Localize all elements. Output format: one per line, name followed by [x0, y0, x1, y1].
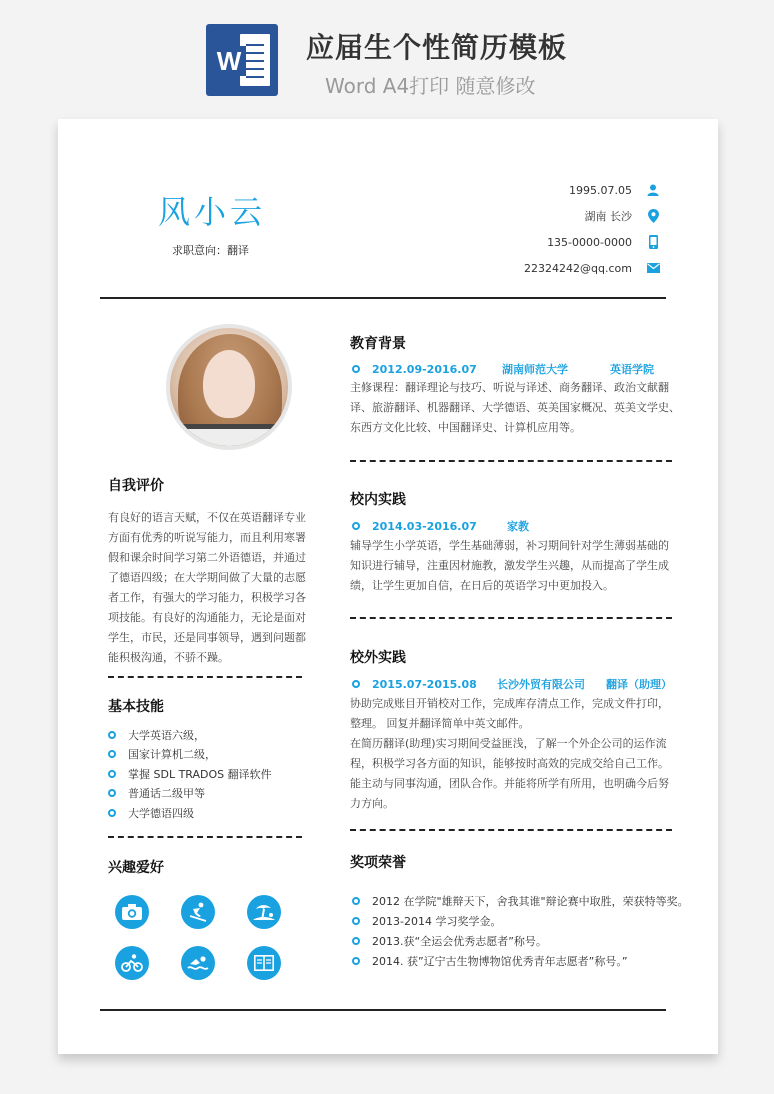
list-item: 大学德语四级 [108, 803, 272, 823]
education-text: 主修课程：翻译理论与技巧、听说与译述、商务翻译、政治文献翻 译、旅游翻译、机器翻译、大学德语、英美国家概况、英美文学史、 东西方文化比较、中国翻译史、计算机应用等。 [350, 381, 680, 434]
contact-phone: 135-0000-0000 [440, 229, 660, 255]
bullet-icon [108, 750, 116, 758]
divider [350, 617, 672, 619]
bullet-icon [352, 680, 360, 688]
awards-list [352, 891, 689, 971]
contact-email: 22324242@qq.com [440, 255, 660, 281]
skiing-icon [181, 895, 215, 929]
list-item: 国家计算机二级， [108, 745, 272, 765]
list-item: 普通话二级甲等 [108, 784, 272, 804]
beach-icon [247, 895, 281, 929]
avatar [166, 324, 292, 450]
external-text: 协助完成账目开销校对工作，完成库存清点工作，完成文件打印， 整理。 回复并翻译简单中英文邮件。 在简历翻译(助理)实习期间受益匪浅，了解一个外企公司的运作流 程，积极学习各方面的知识，能够按时高效的完成交给自己工作。 能主动与同事沟通，团队合作。并能将所学有所用，也明确今后努 力方向。 [350, 697, 669, 810]
banner-subtitle: Word A4打印 随意修改 [325, 74, 536, 98]
divider [350, 460, 672, 462]
self-eval-title: 自我评价 [108, 478, 164, 494]
bullet-icon [108, 809, 116, 817]
job-intent: 求职意向：翻译 [172, 244, 249, 257]
bullet-icon [108, 731, 116, 739]
camera-icon [115, 895, 149, 929]
campus-text: 辅导学生小学英语，学生基础薄弱，补习期间针对学生薄弱基础的 知识进行辅导，注重因材施教，激发学生兴趣，从而提高了学生成 绩，让学生更加自信，在日后的英语学习中更加投入。 [350, 539, 669, 592]
bullet-icon [352, 522, 360, 530]
contact-birth: 1995.07.05 [440, 177, 660, 203]
location-icon [646, 209, 660, 223]
bullet-icon [352, 897, 360, 905]
bullet-icon [352, 937, 360, 945]
mail-icon [646, 261, 660, 275]
resume-page [58, 119, 718, 1054]
bullet-icon [352, 917, 360, 925]
skills-list [108, 725, 272, 823]
divider [350, 829, 672, 831]
campus-title: 校内实践 [350, 492, 406, 508]
contact-info [440, 177, 660, 281]
awards-title: 奖项荣誉 [350, 855, 406, 871]
candidate-name: 风小云 [158, 193, 267, 231]
banner [0, 0, 774, 118]
cycling-icon [115, 946, 149, 980]
hobbies-title: 兴趣爱好 [108, 860, 164, 876]
self-eval-text: 有良好的语言天赋，不仅在英语翻译专业 方面有优秀的听说写能力，而且利用寒署 假和课余时间学习第二外语德语，并通过 了德语四级；在大学期间做了大量的志愿 者工作，有强大的学习能力，积极学习各 项技能。有良好的沟通能力，无论是面对 学生，市民，还是同事领导，遇到问题都 能积极沟通，不骄不躁。 [108, 511, 306, 664]
word-logo-letter: W [212, 46, 246, 76]
bullet-icon [108, 770, 116, 778]
divider [108, 676, 302, 678]
person-icon [646, 183, 660, 197]
swimming-icon [181, 946, 215, 980]
phone-icon [646, 235, 660, 249]
external-title: 校外实践 [350, 650, 406, 666]
header-divider [100, 297, 666, 299]
reading-icon [247, 946, 281, 980]
list-item: 2014. 获”辽宁古生物博物馆优秀青年志愿者”称号。” [352, 951, 689, 971]
bullet-icon [352, 957, 360, 965]
bullet-icon [352, 365, 360, 373]
list-item: 大学英语六级， [108, 725, 272, 745]
skills-title: 基本技能 [108, 699, 164, 715]
campus-entry-head: 2014.03-2016.07 家教 [352, 518, 529, 534]
banner-title: 应届生个性简历模板 [306, 31, 568, 64]
list-item: 2013-2014 学习奖学金。 [352, 911, 689, 931]
list-item: 2012 在学院"雄辩天下，舍我其谁"辩论赛中取胜，荣获特等奖。 [352, 891, 689, 911]
education-title: 教育背景 [350, 336, 406, 352]
footer-divider [100, 1009, 666, 1011]
bullet-icon [108, 789, 116, 797]
divider [108, 836, 302, 838]
education-entry-head: 2012.09-2016.07 湖南师范大学 英语学院 [352, 361, 654, 377]
word-icon [206, 24, 278, 96]
list-item: 掌握 SDL TRADOS 翻译软件 [108, 764, 272, 784]
contact-location: 湖南 长沙 [440, 203, 660, 229]
list-item: 2013.获“全运会优秀志愿者”称号。 [352, 931, 689, 951]
external-entry-head: 2015.07-2015.08 长沙外贸有限公司 翻译（助理） [352, 676, 672, 692]
